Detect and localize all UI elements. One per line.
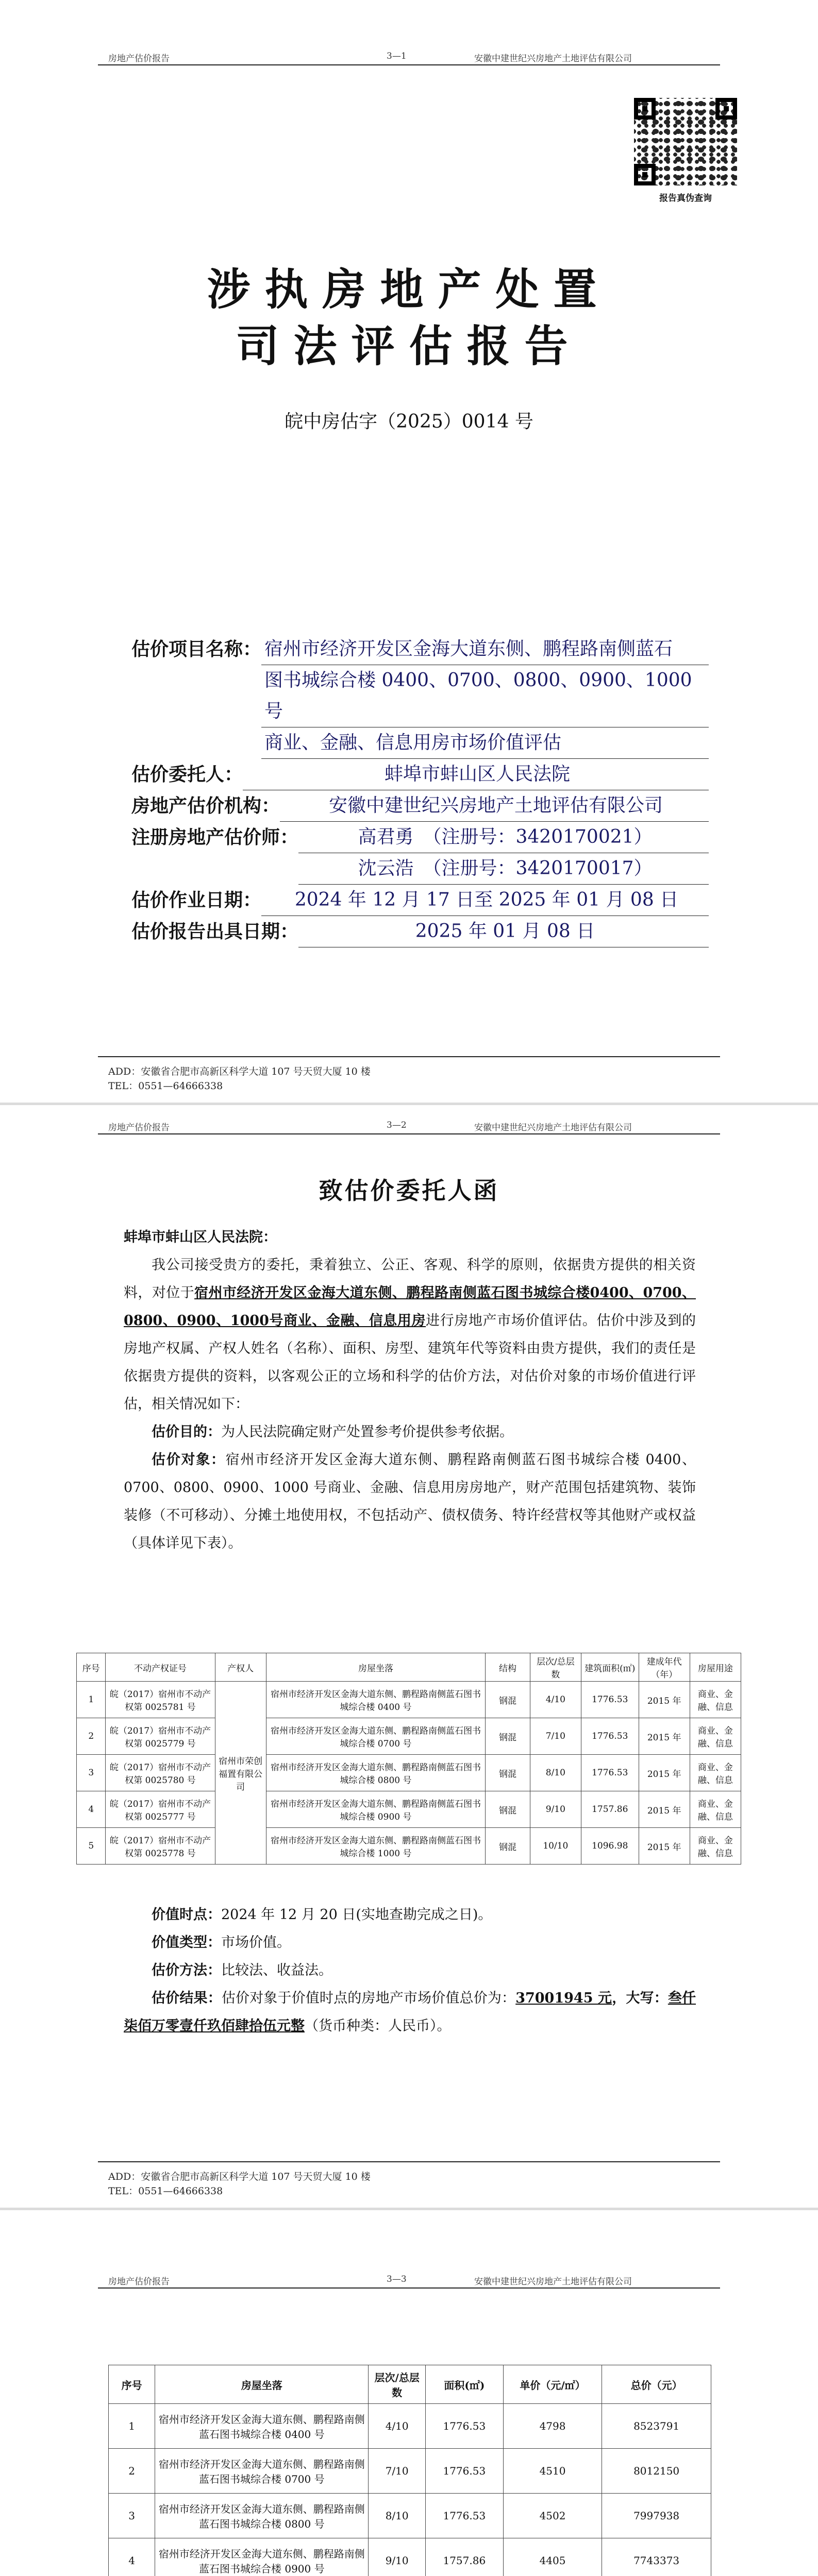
th-area: 面积(㎡) (425, 2365, 503, 2404)
cell-price: 4405 (503, 2538, 602, 2576)
result-uppercase: 叁仟柒佰万零壹仟玖佰肆拾伍元整 (124, 1990, 696, 2034)
cell-floor: 9/10 (530, 1791, 581, 1828)
page-footer (98, 1056, 720, 1095)
cell-total: 7743373 (602, 2538, 711, 2576)
result-label: 估价结果： (152, 1990, 222, 2006)
cell-area: 1776.53 (581, 1682, 639, 1718)
work-date-value: 2024 年 12 月 17 日至 2025 年 01 月 08 日 (261, 885, 709, 916)
value-date-label: 价值时点： (152, 1907, 221, 1923)
table-header-row (77, 1653, 741, 1682)
header-left: 房地产估价报告 (108, 2277, 170, 2287)
cell-location: 宿州市经济开发区金海大道东侧、鹏程路南侧蓝石图书城综合楼 0900 号 (266, 1791, 485, 1828)
cell-no: 2 (109, 2449, 155, 2494)
cell-location: 宿州市经济开发区金海大道东侧、鹏程路南侧蓝石图书城综合楼 0900 号 (155, 2538, 369, 2576)
th-location: 房屋坐落 (266, 1653, 485, 1682)
cell-floor: 4/10 (369, 2404, 425, 2449)
cell-total: 8012150 (602, 2449, 711, 2494)
cell-cert: 皖（2017）宿州市不动产权第 0025781 号 (106, 1682, 215, 1718)
report-title-line2: 司法评估报告 (236, 320, 582, 371)
project-line3: 商业、金融、信息用房市场价值评估 (261, 727, 709, 759)
cell-structure: 钢混 (486, 1791, 530, 1828)
cell-cert: 皖（2017）宿州市不动产权第 0025777 号 (106, 1791, 215, 1828)
table-header-row (109, 2365, 711, 2404)
project-label: 估价项目名称： (131, 638, 262, 660)
para1-a: 我公司接受贵方的委托，秉着独立、公正、客观、科学的原则，依据贵方提供的相关资料，对位于 (124, 1257, 696, 1301)
th-year: 建成年代（年） (639, 1653, 690, 1682)
letter-addressee: 蚌埠市蚌山区人民法院： (124, 1229, 277, 1245)
client-value: 蚌埠市蚌山区人民法院 (243, 759, 709, 790)
footer-address: ADD：安徽省合肥市高新区科学大道 107 号天贸大厦 10 楼 (108, 2171, 371, 2182)
cell-location: 宿州市经济开发区金海大道东侧、鹏程路南侧蓝石图书城综合楼 0700 号 (266, 1718, 485, 1755)
qr-caption: 报告真伪查询 (659, 193, 712, 204)
appraiser-label: 注册房地产估价师： (131, 826, 299, 848)
letter-para1 (124, 1251, 696, 1418)
cell-area: 1776.53 (425, 2449, 503, 2494)
result-c: （货币种类：人民币）。 (305, 2018, 451, 2034)
page-footer (98, 2161, 720, 2200)
cell-no: 4 (109, 2538, 155, 2576)
value-type-line (124, 1929, 696, 1957)
value-date-value: 2024 年 12 月 20 日(实地查勘完成之日)。 (221, 1907, 492, 1923)
page-header (98, 49, 720, 65)
header-right: 安徽中建世纪兴房地产土地评估有限公司 (474, 2277, 632, 2287)
appraiser2-value: 沈云浩 （注册号：3420170017） (298, 853, 709, 885)
th-floor: 层次/总层数 (530, 1653, 581, 1682)
valuation-summary-table (108, 2365, 711, 2576)
cell-location: 宿州市经济开发区金海大道东侧、鹏程路南侧蓝石图书城综合楼 0400 号 (266, 1682, 485, 1718)
property-table (76, 1653, 741, 1865)
cell-floor: 10/10 (530, 1828, 581, 1865)
cell-floor: 7/10 (369, 2449, 425, 2494)
cell-structure: 钢混 (486, 1828, 530, 1865)
cover-info (131, 634, 709, 947)
cell-floor: 7/10 (530, 1718, 581, 1755)
project-line2: 图书城综合楼 0400、0700、0800、0900、1000 号 (261, 665, 709, 727)
cell-location: 宿州市经济开发区金海大道东侧、鹏程路南侧蓝石图书城综合楼 0400 号 (155, 2404, 369, 2449)
cell-no: 5 (77, 1828, 106, 1865)
value-type-value: 市场价值。 (221, 1935, 291, 1951)
cell-floor: 9/10 (369, 2538, 425, 2576)
cell-year: 2015 年 (639, 1718, 690, 1755)
cell-area: 1776.53 (425, 2404, 503, 2449)
cell-structure: 钢混 (486, 1682, 530, 1718)
th-area: 建筑面积(㎡) (581, 1653, 639, 1682)
org-label: 房地产估价机构： (131, 795, 280, 817)
cell-total: 8523791 (602, 2404, 711, 2449)
issue-date-label: 估价报告出具日期： (131, 921, 299, 942)
cell-no: 2 (77, 1718, 106, 1755)
header-page-number: 3—3 (387, 2274, 407, 2284)
cell-price: 4510 (503, 2449, 602, 2494)
cell-owner: 宿州市荣创福置有限公司 (215, 1682, 266, 1865)
result-b: ，大写： (612, 1990, 668, 2006)
table-row (77, 1755, 741, 1791)
header-left: 房地产估价报告 (108, 1123, 170, 1133)
cell-total: 7997938 (602, 2494, 711, 2538)
work-date-label: 估价作业日期： (131, 889, 262, 911)
para1-c: 进行房地产市场价值评估。估价中涉及到的房地产权属、产权人姓名（名称）、面积、房型、建筑年代等资料由贵方提供，我们的责任是依据贵方提供的资料，以客观公正的立场和科学的估价方法，对估价对象的市场价值进行评估，相关情况如下： (124, 1313, 696, 1412)
cell-cert: 皖（2017）宿州市不动产权第 0025779 号 (106, 1718, 215, 1755)
document-number: 皖中房估字（2025）0014 号 (285, 411, 533, 432)
letter-title: 致估价委托人函 (319, 1177, 499, 1205)
cell-use: 商业、金融、信息 (690, 1755, 741, 1791)
cell-no: 1 (109, 2404, 155, 2449)
cover-page (0, 0, 818, 1103)
table-row (77, 1682, 741, 1718)
cell-no: 4 (77, 1791, 106, 1828)
cell-year: 2015 年 (639, 1682, 690, 1718)
cell-price: 4502 (503, 2494, 602, 2538)
page-header (98, 2272, 720, 2289)
method-value: 比较法、收益法。 (221, 1962, 332, 1978)
summary-page (0, 2210, 818, 2576)
table-row (109, 2449, 711, 2494)
cell-location: 宿州市经济开发区金海大道东侧、鹏程路南侧蓝石图书城综合楼 0800 号 (266, 1755, 485, 1791)
object-label: 估价对象： (152, 1452, 226, 1468)
header-page-number: 3—2 (387, 1120, 407, 1130)
cell-cert: 皖（2017）宿州市不动产权第 0025780 号 (106, 1755, 215, 1791)
th-structure: 结构 (486, 1653, 530, 1682)
cell-use: 商业、金融、信息 (690, 1791, 741, 1828)
cell-cert: 皖（2017）宿州市不动产权第 0025778 号 (106, 1828, 215, 1865)
cell-floor: 4/10 (530, 1682, 581, 1718)
letter-results (124, 1901, 696, 2040)
th-total: 总价（元） (602, 2365, 711, 2404)
appraiser1-value: 高君勇 （注册号：3420170021） (298, 822, 709, 853)
purpose-value: 为人民法院确定财产处置参考价提供参考依据。 (221, 1424, 513, 1440)
cell-area: 1776.53 (581, 1755, 639, 1791)
table-row (77, 1828, 741, 1865)
cell-area: 1757.86 (425, 2538, 503, 2576)
qr-code-icon[interactable] (634, 98, 737, 185)
header-right: 安徽中建世纪兴房地产土地评估有限公司 (474, 1123, 632, 1133)
cell-price: 4798 (503, 2404, 602, 2449)
cell-location: 宿州市经济开发区金海大道东侧、鹏程路南侧蓝石图书城综合楼 1000 号 (266, 1828, 485, 1865)
cell-use: 商业、金融、信息 (690, 1682, 741, 1718)
cell-floor: 8/10 (369, 2494, 425, 2538)
th-no: 序号 (77, 1653, 106, 1682)
purpose-line (124, 1418, 696, 1446)
th-use: 房屋用途 (690, 1653, 741, 1682)
value-type-label: 价值类型： (152, 1935, 221, 1951)
page-header (98, 1118, 720, 1134)
cell-structure: 钢混 (486, 1718, 530, 1755)
footer-tel: TEL：0551—64666338 (108, 1080, 223, 1092)
cell-area: 1776.53 (425, 2494, 503, 2538)
result-number: 37001945 元 (515, 1990, 612, 2006)
th-owner: 产权人 (215, 1653, 266, 1682)
cell-year: 2015 年 (639, 1828, 690, 1865)
para1-subject: 宿州市经济开发区金海大道东侧、鹏程路南侧蓝石图书城综合楼0400、0700、0800、0900、1000号商业、金融、信息用房 (124, 1285, 696, 1329)
letter-body (124, 1224, 696, 1557)
letter-page (0, 1105, 818, 2208)
report-title-line1: 涉执房地产处置 (207, 264, 611, 315)
cell-year: 2015 年 (639, 1755, 690, 1791)
cell-area: 1776.53 (581, 1718, 639, 1755)
method-line (124, 1957, 696, 1985)
cell-location: 宿州市经济开发区金海大道东侧、鹏程路南侧蓝石图书城综合楼 0700 号 (155, 2449, 369, 2494)
client-label: 估价委托人： (131, 764, 243, 785)
method-label: 估价方法： (152, 1962, 221, 1978)
table-row (109, 2404, 711, 2449)
th-floor: 层次/总层数 (369, 2365, 425, 2404)
result-line (124, 1985, 696, 2040)
table-row (109, 2538, 711, 2576)
th-location: 房屋坐落 (155, 2365, 369, 2404)
cell-use: 商业、金融、信息 (690, 1718, 741, 1755)
cell-year: 2015 年 (639, 1791, 690, 1828)
footer-tel: TEL：0551—64666338 (108, 2185, 223, 2197)
object-line (124, 1446, 696, 1557)
cell-no: 1 (77, 1682, 106, 1718)
purpose-label: 估价目的： (152, 1424, 221, 1440)
header-right: 安徽中建世纪兴房地产土地评估有限公司 (474, 54, 632, 64)
th-no: 序号 (109, 2365, 155, 2404)
table-row (109, 2494, 711, 2538)
project-line1: 宿州市经济开发区金海大道东侧、鹏程路南侧蓝石 (261, 634, 709, 665)
object-value: 宿州市经济开发区金海大道东侧、鹏程路南侧蓝石图书城综合楼 0400、0700、0800、0900、1000 号商业、金融、信息用房房地产，财产范围包括建筑物、装饰装修（不可移动）、分摊土地使用权，不包括动产、债权债务、特许经营权等其他财产或权益（具体详见下表）。 (124, 1452, 696, 1551)
th-price: 单价（元/㎡） (503, 2365, 602, 2404)
cell-area: 1096.98 (581, 1828, 639, 1865)
table-row (77, 1718, 741, 1755)
header-left: 房地产估价报告 (108, 54, 170, 64)
cell-structure: 钢混 (486, 1755, 530, 1791)
org-value: 安徽中建世纪兴房地产土地评估有限公司 (280, 790, 709, 822)
cell-area: 1757.86 (581, 1791, 639, 1828)
header-page-number: 3—1 (387, 51, 407, 61)
cell-no: 3 (77, 1755, 106, 1791)
table-row (77, 1791, 741, 1828)
footer-address: ADD：安徽省合肥市高新区科学大道 107 号天贸大厦 10 楼 (108, 1066, 371, 1077)
cell-floor: 8/10 (530, 1755, 581, 1791)
issue-date-value: 2025 年 01 月 08 日 (298, 916, 709, 947)
cell-no: 3 (109, 2494, 155, 2538)
cell-location: 宿州市经济开发区金海大道东侧、鹏程路南侧蓝石图书城综合楼 0800 号 (155, 2494, 369, 2538)
value-date-line (124, 1901, 696, 1929)
result-a: 估价对象于价值时点的房地产市场价值总价为： (221, 1990, 516, 2006)
cell-use: 商业、金融、信息 (690, 1828, 741, 1865)
th-cert: 不动产权证号 (106, 1653, 215, 1682)
